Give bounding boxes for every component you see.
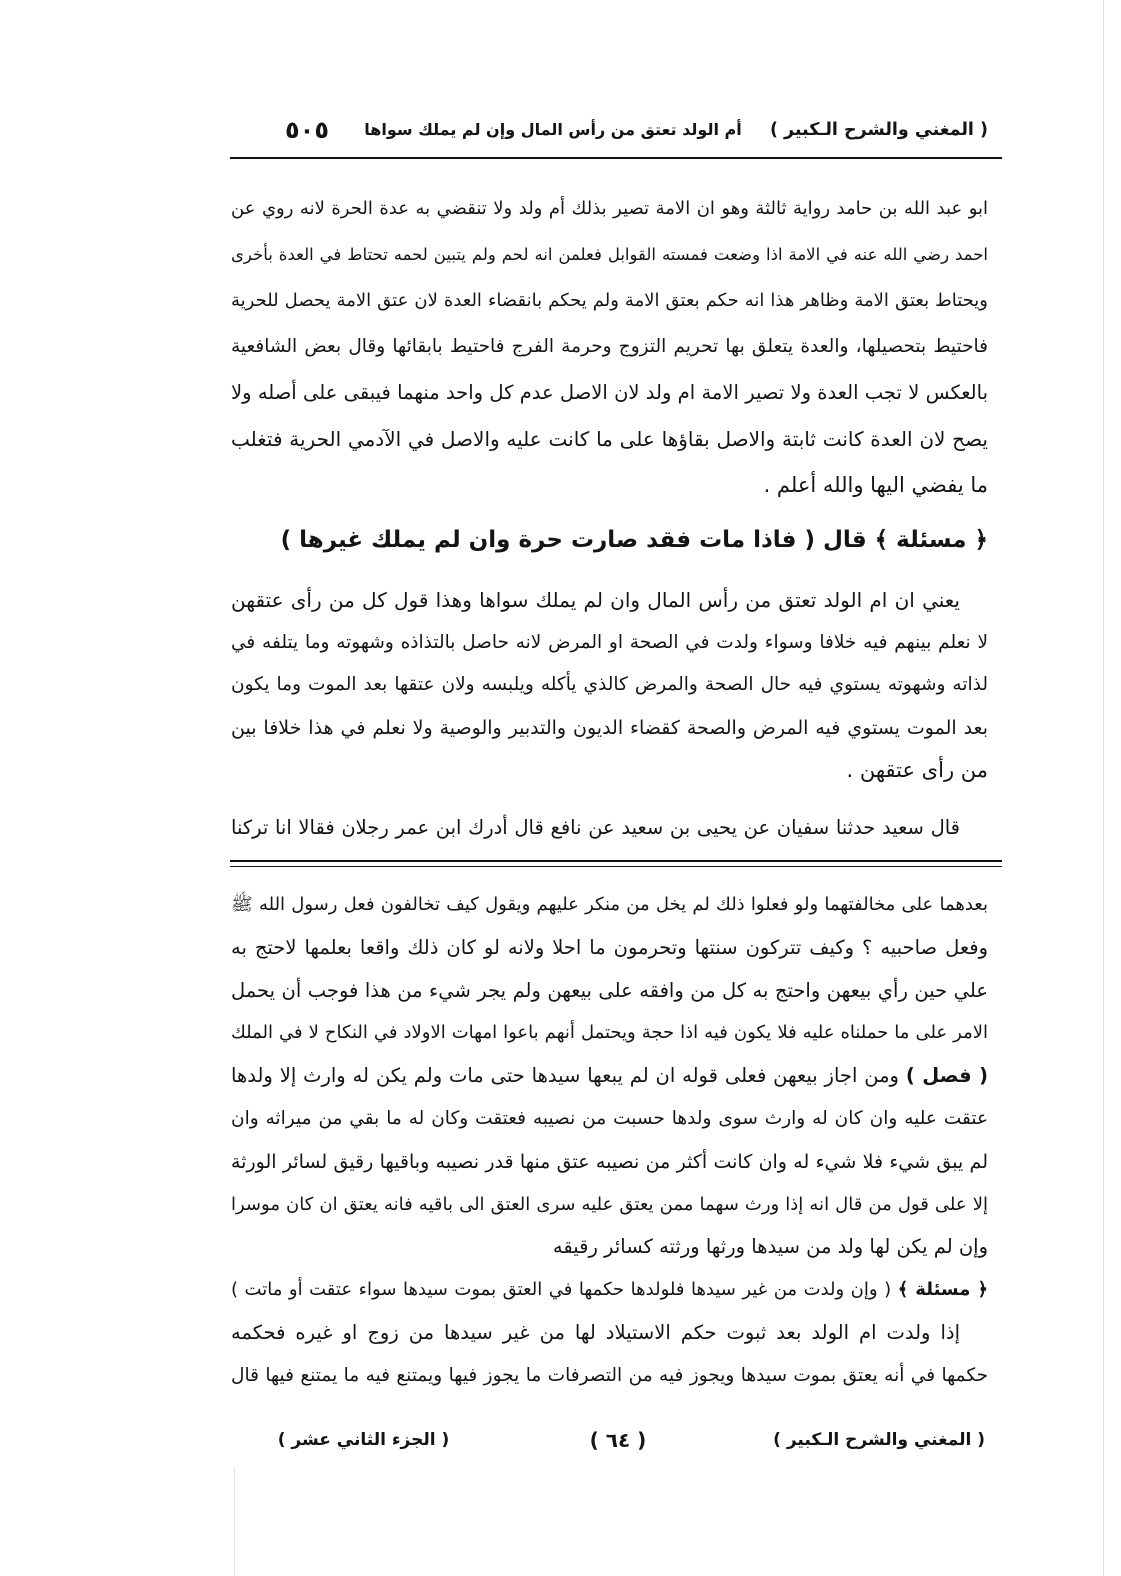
matn-line: ويحتاط بعتق الامة وظاهر هذا انه حكم بعتق الامة ولم يحكم بانقضاء العدة لان عتق الامة يحصل للحرية [231,290,988,311]
sharh-line: الامر على ما حملناه عليه فلا يكون فيه اذا حجة ويحتمل أنهم باعوا امهات الاولاد في النكاح لا في الملك [231,1022,988,1044]
running-header-book-title: ( المغني والشرح الـكبير ) [769,120,988,140]
masala-heading-line [231,519,988,561]
paragraph-line: يعني ان ام الولد تعتق من رأس المال وان لم يملك سواها وهذا قول كل من رأى عتقهن [231,588,960,612]
sharh-line: لم يبق شيء فلا شيء له وان كانت أكثر من نصيبه عتق منها قدر نصيبه وباقيها رقيق لسائر الورثة [231,1150,988,1173]
sharh-line: إذا ولدت ام الولد بعد ثبوت حكم الاستيلاد لها من غير سيدها من زوج او غيره فحكمه [231,1320,960,1344]
matn-line: بالعكس لا تجب العدة ولا تصير الامة ام ولد لان الاصل عدم كل واحد منهما فيبقى على أصله ولا [231,381,988,404]
header-rule [230,157,1002,159]
matn-line: احمد رضي الله عنه في الامة اذا وضعت فمسته القوابل فعلمن انه لحم ولم يتبين لحمه تحتاط في العدة بأخرى [231,245,988,264]
fasl-label: ( فصل ) [905,1064,989,1088]
matn-line: ما يفضي اليها والله أعلم . [763,473,988,497]
sharh-text-block [231,884,988,1398]
paragraph-line: لذاته وشهوته يستوي فيه حال الصحة والمرض كالذي يأكله ويلبسه ولان عتقها بعد الموت وما يكون [231,674,988,695]
running-header-section-title: أم الولد تعتق من رأس المال وإن لم يملك سواها [364,120,742,139]
paragraph-line: من رأى عتقهن . [846,758,988,782]
sharh-line: حكمها في أنه يعتق بموت سيدها ويجوز فيه من التصرفات ما يجوز فيها ويمتنع فيه ما يمتنع فيها قال [231,1364,988,1386]
masala-heading [231,519,988,561]
paragraph-line: لا نعلم بينهم فيه خلافا وسواء ولدت في الصحة او المرض لانه حاصل بالتذاذه وشهوته وما يتلفه في [231,631,988,653]
sharh-line: عتقت عليه وان كان له وارث سوى ولدها حسبت من نصيبه فعتقت وكان له ما بقي من ميراثه وان [231,1107,988,1129]
section-divider-thick [230,860,1002,862]
footer-volume: ( الجزء الثاني عشر ) [277,1430,450,1450]
masala-label: ﴿ مسئلة ﴾ [874,527,988,553]
masala-label: ﴿ مسئلة ﴾ [897,1279,988,1301]
masala-text: قال ( فاذا مات فقد صارت حرة وان لم يملك غيرها ) [280,527,867,553]
section-divider-thin [230,866,1002,867]
sharh-line: بعدهما على مخالفتهما ولو فعلوا ذلك لم يخل من منكر عليهم ويقول كيف تخالفون فعل رسول الله ﷺ [231,894,988,915]
fasl-text: ومن اجاز بيعهن فعلى قوله ان لم يبعها سيدها حتى مات ولم يكن له وارث إلا ولدها [231,1064,899,1088]
paragraph-line: بعد الموت يستوي فيه المرض والصحة كقضاء الديون والتدبير والوصية ولا نعلم في هذا خلافا بين [231,716,988,739]
matn-text-block [231,186,988,508]
paragraph-tail [231,807,988,849]
paragraph-line: قال سعيد حدثنا سفيان عن يحيى بن سعيد عن نافع قال أدرك ابن عمر رجلان فقالا انا تركنا [231,816,960,839]
matn-line: يصح لان العدة كانت ثابتة والاصل بقاؤها على ما كانت عليه والاصل في الآدمي الحرية فتغلب [231,427,988,451]
fasl-line [231,1055,988,1098]
matn-line: ابو عبد الله بن حامد رواية ثالثة وهو ان الامة تصير بذلك أم ولد ولا تنقضي به عدة الحرة لانه روي عن [231,198,988,219]
page-edge-right [1103,0,1104,1576]
matn-line: فاحتيط بتحصيلها، والعدة يتعلق بها تحريم التزوج وحرمة الفرج فاحتيط بابقائها وقال بعض الشافعية [231,336,988,357]
sharh-line: إلا على قول من قال انه إذا ورث سهما ممن يعتق عليه سرى العتق الى باقيه فانه يعتق ان كان موسرا [231,1193,988,1215]
commentary-paragraph [231,579,988,792]
masala-text: ( وإن ولدت من غير سيدها فلولدها حكمها في العتق بموت سيدها سواء عتقت أو ماتت ) [231,1279,892,1301]
masala-line [231,1269,988,1312]
page-number: ٥٠٥ [285,116,329,144]
footer-book-title: ( المغني والشرح الـكبير ) [773,1430,985,1450]
sharh-line: علي حين رأي بيعهن واحتج به كل من وافقه على بيعهن ولم يجر شيء من هذا فوجب أن يحمل [231,978,988,1002]
page-edge-left [234,1468,235,1576]
sharh-line: وإن لم يكن لها ولد من سيدها ورثها ورثته كسائر رقيقه [552,1235,988,1259]
footer-signature-number: ( ٦٤ ) [589,1428,647,1452]
sharh-line: وفعل صاحبيه ؟ وكيف تتركون سنتها وتحرمون ما احلا ولانه لو كان ذلك واقعا بعلمها لاحتج به [231,935,988,959]
